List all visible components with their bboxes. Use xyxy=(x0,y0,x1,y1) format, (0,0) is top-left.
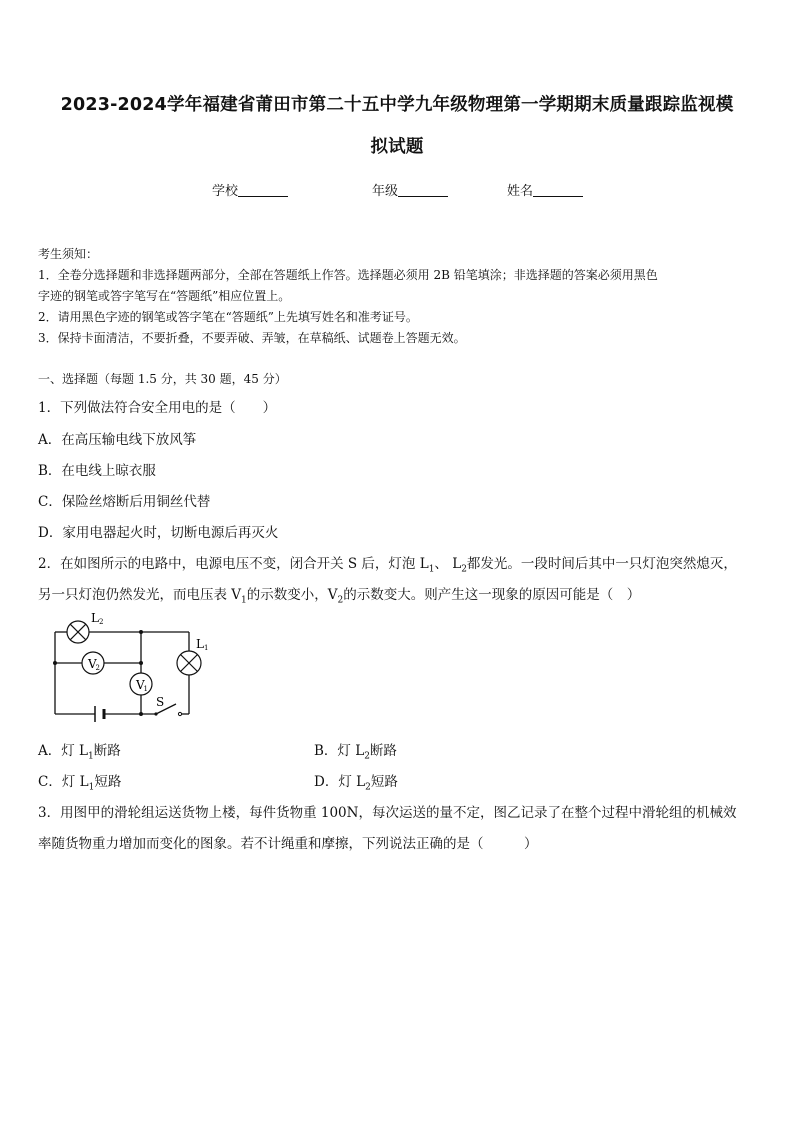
name-blank[interactable] xyxy=(533,183,583,197)
grade-blank[interactable] xyxy=(398,183,448,197)
page-title xyxy=(30,84,764,168)
grade-label: 年级 xyxy=(372,184,399,199)
question-1-option-b[interactable]: B．在电线上晾衣服 xyxy=(38,463,156,479)
question-2-option-d[interactable]: D．灯 $L_2$短路 xyxy=(314,774,398,793)
voltmeter-v1-icon xyxy=(130,673,152,695)
question-2-stem-line-2: 另一只灯泡仍然发光，而电压表 $V_1$的示数变小，$V_2$的示数变大。则产生这一现象的原因可能是（ ） xyxy=(38,587,641,606)
title-line-2: 拟试题 xyxy=(370,137,424,157)
svg-text:V: V xyxy=(136,678,145,692)
question-3-stem-line-1: 3．用图甲的滑轮组运送货物上楼，每件货物重 100N，每次运送的量不定，图乙记录了在整个过程中滑轮组的机械效 xyxy=(38,805,737,821)
question-2-option-b[interactable]: B．灯 $L_2$断路 xyxy=(314,743,397,762)
question-1-option-a[interactable]: A．在高压输电线下放风筝 xyxy=(38,432,197,448)
svg-text:2: 2 xyxy=(95,664,100,672)
voltmeter-v2-icon xyxy=(82,652,104,674)
notice-item-3: 3．保持卡面清洁，不要折叠，不要弄破、弄皱，在草稿纸、试题卷上答题无效。 xyxy=(38,331,466,345)
label-switch: S xyxy=(156,695,165,709)
label-l1-sub: 1 xyxy=(204,644,209,652)
question-1-option-c[interactable]: C．保险丝熔断后用铜丝代替 xyxy=(38,494,211,510)
name-field xyxy=(507,180,583,199)
question-2-option-c[interactable]: C．灯 $L_1$短路 xyxy=(38,774,122,793)
label-l2: L xyxy=(91,611,99,625)
notice-item-2: 2．请用黑色字迹的钢笔或答字笔在“答题纸”上先填写姓名和准考证号。 xyxy=(38,310,418,324)
circuit-diagram xyxy=(44,606,224,722)
name-label: 姓名 xyxy=(507,184,534,199)
label-l2-sub: 2 xyxy=(99,618,104,626)
question-3-stem-line-2: 率随货物重力增加而变化的图象。若不计绳重和摩擦，下列说法正确的是（ ） xyxy=(38,836,538,852)
lamp-l2-icon xyxy=(67,621,89,643)
title-line-1: 2023-2024学年福建省莆田市第二十五中学九年级物理第一学期期末质量跟踪监视模 xyxy=(60,95,734,115)
notice-heading: 考生须知： xyxy=(38,247,99,261)
svg-text:V: V xyxy=(88,657,97,671)
grade-field xyxy=(372,180,448,199)
school-blank[interactable] xyxy=(238,183,288,197)
question-1-stem: 1．下列做法符合安全用电的是（ ） xyxy=(38,400,277,416)
notice-item-1-line-1: 1．全卷分选择题和非选择题两部分，全部在答题纸上作答。选择题必须用 2B 铅笔填涂；非选择题的答案必须用黑色 xyxy=(38,268,658,282)
question-2-stem-line-1: 2．在如图所示的电路中，电源电压不变，闭合开关 S 后，灯泡 $L_1$、 $L_2$都发光。一段时间后其中一只灯泡突然熄灭， xyxy=(38,556,737,575)
svg-text:1: 1 xyxy=(143,685,148,693)
label-l1: L xyxy=(196,637,204,651)
section-heading: 一、选择题（每题 1.5 分，共 30 题，45 分） xyxy=(38,372,287,386)
notice-item-1-line-2: 字迹的钢笔或答字笔写在“答题纸”相应位置上。 xyxy=(38,289,291,303)
school-field xyxy=(212,180,288,199)
lamp-l1-icon xyxy=(177,651,201,675)
question-2-option-a[interactable]: A．灯 $L_1$断路 xyxy=(38,743,121,762)
school-label: 学校 xyxy=(212,184,239,199)
question-1-option-d[interactable]: D．家用电器起火时，切断电源后再灭火 xyxy=(38,525,279,541)
